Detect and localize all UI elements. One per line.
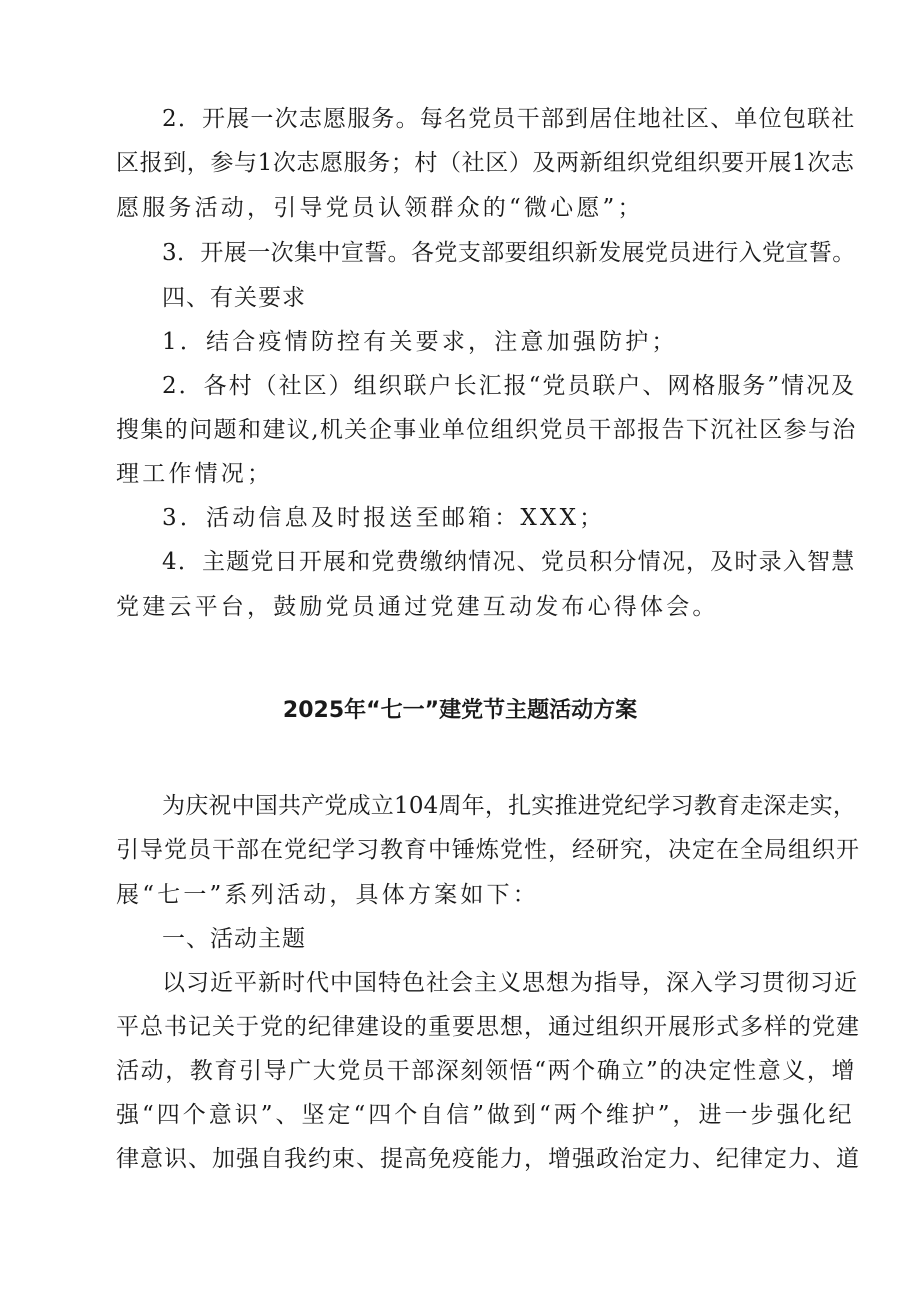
paragraph-line: 区报到，参与1次志愿服务；村（社区）及两新组织党组织要开展1次志 <box>116 150 855 176</box>
paragraph-line: 引导党员干部在党纪学习教育中锤炼党性，经研究，决定在全局组织开 <box>116 837 860 863</box>
paragraph-line: 搜集的问题和建议,机关企事业单位组织党员干部报告下沉社区参与治 <box>116 417 857 443</box>
paragraph-line: 律意识、加强自我约束、提高免疫能力，增强政治定力、纪律定力、道 <box>116 1146 860 1172</box>
section-heading: 一、活动主题 <box>162 926 306 952</box>
paragraph-line: 以习近平新时代中国特色社会主义思想为指导，深入学习贯彻习近 <box>162 970 858 996</box>
paragraph-line: 强“四个意识”、坚定“四个自信”做到“两个维护”，进一步强化纪 <box>116 1102 855 1128</box>
paragraph-line: 为庆祝中国共产党成立104周年，扎实推进党纪学习教育走深走实， <box>162 793 857 819</box>
paragraph-line: 平总书记关于党的纪律建设的重要思想，通过组织开展形式多样的党建 <box>116 1014 860 1040</box>
paragraph-line: 理工作情况； <box>116 461 274 487</box>
paragraph-line: 活动，教育引导广大党员干部深刻领悟“两个确立”的决定性意义，增 <box>116 1058 857 1084</box>
paragraph-line: 3．开展一次集中宣誓。各党支部要组织新发展党员进行入党宣誓。 <box>162 240 856 266</box>
paragraph-line: 展“七一”系列活动，具体方案如下： <box>116 882 539 908</box>
paragraph-line: 2．开展一次志愿服务。每名党员干部到居住地社区、单位包联社 <box>162 106 856 132</box>
paragraph-line: 1．结合疫情防控有关要求，注意加强防护； <box>162 329 678 355</box>
paragraph-line: 党建云平台，鼓励党员通过党建互动发布心得体会。 <box>116 594 719 620</box>
paragraph-line: 4．主题党日开展和党费缴纳情况、党员积分情况，及时录入智慧 <box>162 549 856 575</box>
document-title: 2025年“七一”建党节主题活动方案 <box>282 698 638 723</box>
paragraph-line: 2．各村（社区）组织联户长汇报“党员联户、网格服务”情况及 <box>162 373 857 399</box>
paragraph-line: 3．活动信息及时报送至邮箱：XXX； <box>162 505 606 531</box>
section-heading: 四、有关要求 <box>162 285 306 311</box>
paragraph-line: 愿服务活动，引导党员认领群众的“微心愿”； <box>116 195 644 221</box>
